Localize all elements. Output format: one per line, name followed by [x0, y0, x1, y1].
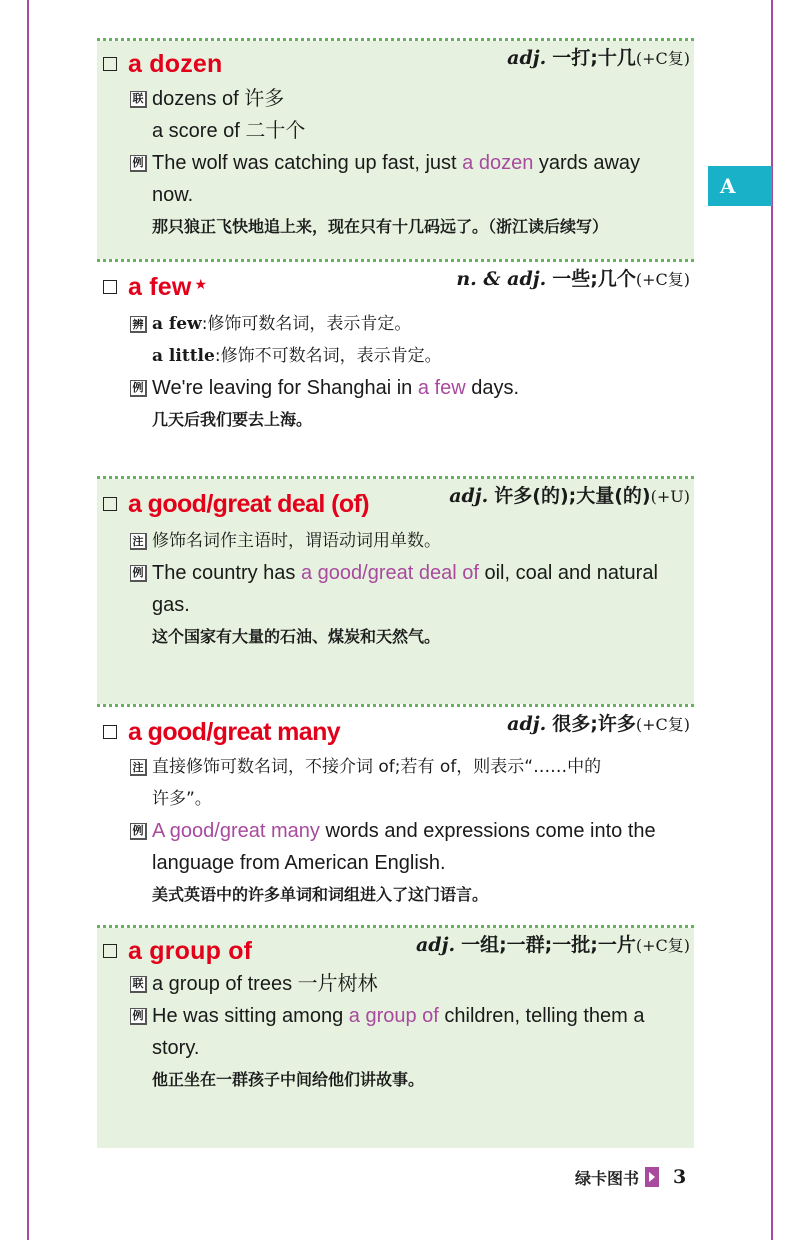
entry-checkbox[interactable]: [103, 497, 117, 511]
page-footer: [575, 1166, 686, 1188]
entry-a-good-great-deal-of: [97, 479, 694, 704]
entry-a-group-of: [97, 928, 694, 1148]
entry-checkbox[interactable]: [103, 944, 117, 958]
star-icon: ★: [194, 277, 208, 293]
entry-a-dozen: [97, 41, 694, 259]
badge-example: 例: [130, 823, 147, 840]
example-sentence-cont: language from American English.: [152, 852, 446, 874]
example-sentence: 例 The country has a good/great deal of oil, coal and natural: [97, 557, 694, 589]
example-sentence: 例 He was sitting among a group of children, telling them a: [97, 1000, 694, 1032]
headword: a dozen: [128, 49, 223, 78]
headword: a good/great deal (of): [128, 489, 369, 518]
distinction-line: a little:修饰不可数名词，表示肯定。: [152, 346, 442, 366]
distinction-line: 辨 a few:修饰可数名词，表示肯定。: [97, 308, 694, 340]
example-sentence: 例 We're leaving for Shanghai in a few days.: [97, 372, 694, 404]
badge-distinguish: 辨: [130, 316, 147, 333]
badge-example: 例: [130, 1008, 147, 1025]
usage-note: 注 修饰名词作主语时，谓语动词用单数。: [97, 525, 694, 557]
part-of-speech: adj. 一组;一群;一批;一片(+C复): [415, 934, 690, 956]
brand-arrow-icon: [645, 1167, 659, 1187]
entry-checkbox[interactable]: [103, 725, 117, 739]
brand-label: 绿卡图书: [575, 1168, 640, 1188]
badge-example: 例: [130, 155, 147, 172]
page-border-left: [27, 0, 29, 1240]
badge-related: 联: [130, 91, 147, 108]
entry-checkbox[interactable]: [103, 57, 117, 71]
badge-related: 联: [130, 976, 147, 993]
headword: a group of: [128, 936, 253, 965]
example-translation: 几天后我们要去上海。: [152, 410, 313, 429]
entry-list: [97, 38, 694, 1148]
part-of-speech: n. & adj. 一些;几个(+C复): [456, 268, 690, 290]
example-sentence: 例 A good/great many words and expressions come into the: [97, 815, 694, 847]
badge-note: 注: [130, 533, 147, 550]
part-of-speech: adj. 一打;十几(+C复): [507, 47, 690, 69]
usage-note-cont: 许多”。: [152, 789, 212, 809]
example-sentence: 例 The wolf was catching up fast, just a dozen yards away: [97, 147, 694, 179]
entry-a-good-great-many: [97, 707, 694, 925]
badge-note: 注: [130, 759, 147, 776]
example-sentence-cont: now.: [152, 184, 194, 206]
related-line: 联 dozens of 许多: [97, 83, 694, 115]
example-translation: 美式英语中的许多单词和词组进入了这门语言。: [152, 885, 489, 904]
example-sentence-cont: story.: [152, 1037, 200, 1059]
related-line: 联 a group of trees 一片树林: [97, 968, 694, 1000]
entry-checkbox[interactable]: [103, 280, 117, 294]
example-translation: 他正坐在一群孩子中间给他们讲故事。: [152, 1070, 425, 1089]
badge-example: 例: [130, 565, 147, 582]
badge-example: 例: [130, 380, 147, 397]
headword: a few: [128, 272, 192, 301]
page-number: 3: [673, 1166, 687, 1188]
example-sentence-cont: gas.: [152, 594, 190, 616]
part-of-speech: adj. 许多(的);大量(的)(+U): [449, 485, 690, 507]
entry-a-few: [97, 262, 694, 476]
related-line: a score of 二十个: [152, 120, 306, 142]
part-of-speech: adj. 很多;许多(+C复): [507, 713, 690, 735]
section-letter-tab[interactable]: A: [708, 166, 772, 206]
headword: a good/great many: [128, 717, 341, 746]
usage-note: 注 直接修饰可数名词，不接介词 of;若有 of，则表示“……中的: [97, 751, 694, 783]
example-translation: 那只狼正飞快地追上来，现在只有十几码远了。（浙江读后续写）: [152, 217, 609, 236]
example-translation: 这个国家有大量的石油、煤炭和天然气。: [152, 627, 441, 646]
